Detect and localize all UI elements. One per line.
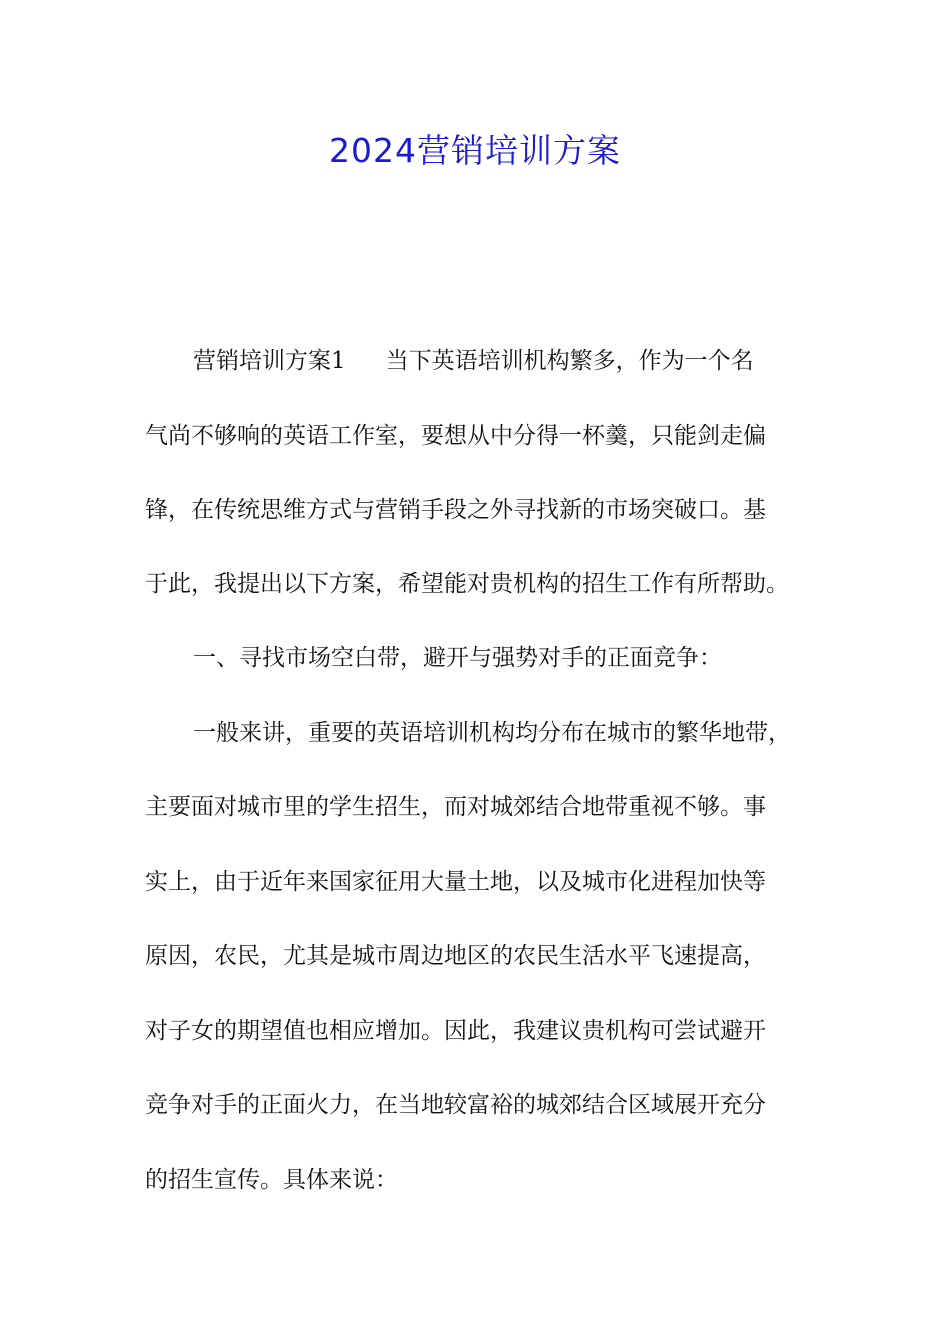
paragraph-line-6: 一般来讲，重要的英语培训机构均分布在城市的繁华地带， [193, 720, 791, 746]
paragraph-line-11: 竞争对手的正面火力，在当地较富裕的城郊结合区域展开充分 [145, 1092, 766, 1118]
line-text: 当下英语培训机构繁多，作为一个名 [385, 348, 754, 374]
paragraph-line-3: 锋，在传统思维方式与营销手段之外寻找新的市场突破口。基 [145, 497, 766, 523]
paragraph-line-12: 的招生宣传。具体来说： [145, 1167, 398, 1193]
section-heading-inline: 营销培训方案1 [193, 348, 346, 374]
paragraph-line-2: 气尚不够响的英语工作室，要想从中分得一杯羹，只能剑走偏 [145, 423, 766, 449]
document-title: 2024营销培训方案 [329, 131, 621, 170]
paragraph-line-1 [193, 345, 863, 377]
section-heading-1: 一、寻找市场空白带，避开与强势对手的正面竞争： [193, 645, 722, 671]
paragraph-line-4: 于此，我提出以下方案，希望能对贵机构的招生工作有所帮助。 [145, 571, 789, 597]
paragraph-line-10: 对子女的期望值也相应增加。因此，我建议贵机构可尝试避开 [145, 1018, 766, 1044]
paragraph-line-7: 主要面对城市里的学生招生，而对城郊结合地带重视不够。事 [145, 794, 766, 820]
paragraph-line-8: 实上，由于近年来国家征用大量土地，以及城市化进程加快等 [145, 869, 766, 895]
paragraph-line-9: 原因，农民，尤其是城市周边地区的农民生活水平飞速提高， [145, 943, 766, 969]
